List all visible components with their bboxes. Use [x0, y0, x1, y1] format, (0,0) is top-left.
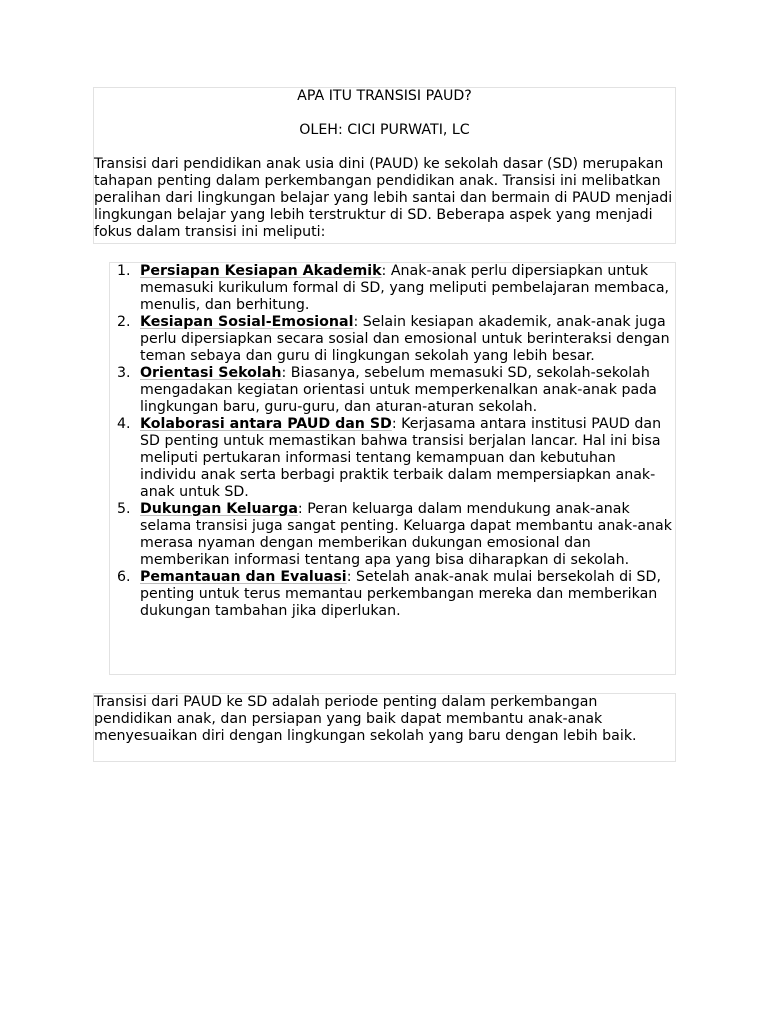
list-item-text: : Selain kesiapan akademik, anak-anak juga perlu dipersiapkan secara sosial dan emosional untuk berinteraksi dengan teman sebaya dan guru di lingkungan sekolah yang lebih besar. [140, 314, 670, 364]
list-item-number: 6. [117, 569, 131, 585]
list-item-number: 4. [117, 416, 131, 432]
list-item [110, 501, 675, 569]
document-author: OLEH: CICI PURWATI, LC [299, 122, 470, 138]
list-item-term: Orientasi Sekolah [140, 365, 282, 381]
list-item [110, 314, 675, 365]
list-item-number: 5. [117, 501, 131, 517]
list-item-text: : Anak-anak perlu dipersiapkan untuk memasuki kurikulum formal di SD, yang meliputi pembelajaran membaca, menulis, dan berhitung. [140, 263, 670, 313]
list-item-term: Dukungan Keluarga [140, 501, 298, 517]
list-item [110, 416, 675, 501]
intro-paragraph: Transisi dari pendidikan anak usia dini (PAUD) ke sekolah dasar (SD) merupakan tahapan penting dalam perkembangan pendidikan anak. Transisi ini melibatkan peralihan dari lingkungan belajar yang lebih santai dan bermain di PAUD menjadi lingkungan belajar yang lebih terstruktur di SD. Beberapa aspek yang menjadi fokus dalam transisi ini meliputi: [94, 156, 673, 240]
list-item-term: Kolaborasi antara PAUD dan SD [140, 416, 392, 432]
document-title: APA ITU TRANSISI PAUD? [297, 88, 472, 104]
list-item-term: Persiapan Kesiapan Akademik [140, 263, 382, 279]
list-item-term: Kesiapan Sosial-Emosional [140, 314, 354, 330]
list-item-text: : Biasanya, sebelum memasuki SD, sekolah-sekolah mengadakan kegiatan orientasi untuk memperkenalkan anak-anak pada lingkungan baru, guru-guru, dan aturan-aturan sekolah. [140, 365, 657, 415]
closing-paragraph: Transisi dari PAUD ke SD adalah periode penting dalam perkembangan pendidikan anak, dan persiapan yang baik dapat membantu anak-anak menyesuaikan diri dengan lingkungan sekolah yang baru dengan lebih baik. [94, 694, 637, 744]
aspects-list [110, 263, 675, 620]
intro-section [93, 87, 676, 244]
list-item-text: : Kerjasama antara institusi PAUD dan SD penting untuk memastikan bahwa transisi berjalan lancar. Hal ini bisa meliputi pertukaran informasi tentang kemampuan dan kebutuhan individu anak serta berbagi praktik terbaik dalam mempersiapkan anak-anak untuk SD. [140, 416, 662, 500]
list-item-text: : Setelah anak-anak mulai bersekolah di SD, penting untuk terus memantau perkembangan mereka dan memberikan dukungan tambahan jika diperlukan. [140, 569, 661, 619]
list-item-text: : Peran keluarga dalam mendukung anak-anak selama transisi juga sangat penting. Keluarga dapat membantu anak-anak merasa nyaman dengan memberikan dukungan emosional dan memberikan informasi tentang apa yang bisa diharapkan di sekolah. [140, 501, 672, 568]
closing-section [93, 693, 676, 762]
list-item-number: 3. [117, 365, 131, 381]
list-item-number: 2. [117, 314, 131, 330]
list-item-term: Pemantauan dan Evaluasi [140, 569, 347, 585]
list-item [110, 263, 675, 314]
list-item [110, 365, 675, 416]
aspects-section [109, 262, 676, 675]
list-item-number: 1. [117, 263, 131, 279]
list-item [110, 569, 675, 620]
